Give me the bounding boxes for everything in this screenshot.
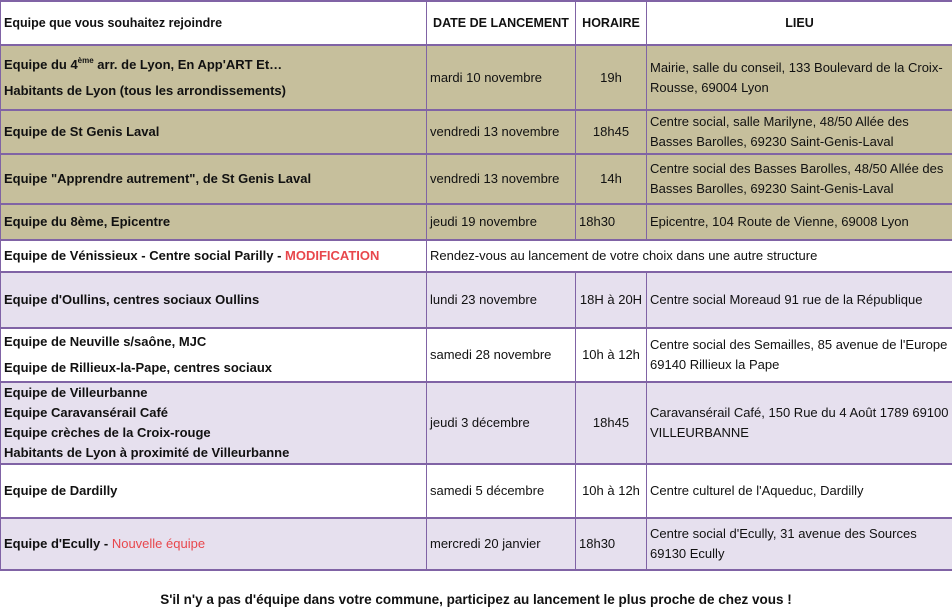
team-cell bbox=[1, 382, 427, 464]
team-name: Equipe d'Ecully - bbox=[4, 536, 112, 551]
time-cell: 10h à 12h bbox=[576, 328, 647, 382]
time-cell: 18h30 bbox=[576, 204, 647, 240]
time-cell: 18h30 bbox=[576, 518, 647, 570]
table-row bbox=[1, 110, 952, 154]
place-cell: Centre social Moreaud 91 rue de la République bbox=[647, 272, 952, 328]
table-header-row bbox=[1, 1, 952, 45]
date-cell: jeudi 19 novembre bbox=[427, 204, 576, 240]
team-cell bbox=[1, 518, 427, 570]
team-name: Equipe Caravansérail Café bbox=[4, 405, 169, 420]
date-cell: mercredi 20 janvier bbox=[427, 518, 576, 570]
date-cell: samedi 5 décembre bbox=[427, 464, 576, 518]
date-cell: vendredi 13 novembre bbox=[427, 110, 576, 154]
team-name: Equipe du 4ème arr. de Lyon, En App'ART Et… bbox=[4, 55, 283, 72]
team-name: Equipe crèches de la Croix-rouge bbox=[4, 425, 211, 440]
time-cell: 18h45 bbox=[576, 110, 647, 154]
place-cell: Caravansérail Café, 150 Rue du 4 Août 1789 69100 VILLEURBANNE bbox=[647, 382, 952, 464]
table-row bbox=[1, 154, 952, 204]
note-cell: Rendez-vous au lancement de votre choix dans une autre structure bbox=[427, 240, 952, 272]
team-name: Equipe de Rillieux-la-Pape, centres sociaux bbox=[4, 360, 273, 375]
footer-message: S'il n'y a pas d'équipe dans votre commune, participez au lancement le plus proche de chez vous ! bbox=[160, 592, 792, 607]
team-name: Habitants de Lyon (tous les arrondissements) bbox=[4, 82, 286, 98]
place-cell: Centre social, salle Marilyne, 48/50 Allée des Basses Barolles, 69230 Saint-Genis-Laval bbox=[647, 110, 952, 154]
table-row bbox=[1, 464, 952, 518]
place-cell: Centre culturel de l'Aqueduc, Dardilly bbox=[647, 464, 952, 518]
team-cell: Equipe de St Genis Laval bbox=[1, 110, 427, 154]
team-cell: Equipe du 8ème, Epicentre bbox=[1, 204, 427, 240]
place-cell: Mairie, salle du conseil, 133 Boulevard de la Croix-Rousse, 69004 Lyon bbox=[647, 45, 952, 110]
team-name: Equipe de Vénissieux - Centre social Parilly - bbox=[4, 248, 286, 263]
table-row bbox=[1, 204, 952, 240]
date-cell: mardi 10 novembre bbox=[427, 45, 576, 110]
team-cell bbox=[1, 240, 427, 272]
time-cell: 19h bbox=[576, 45, 647, 110]
ordinal-suffix: ème bbox=[77, 55, 94, 65]
place-cell: Centre social des Basses Barolles, 48/50 Allée des Basses Barolles, 69230 Saint-Genis-Laval bbox=[647, 154, 952, 204]
header-time: HORAIRE bbox=[576, 1, 647, 45]
team-cell: Equipe de Dardilly bbox=[1, 464, 427, 518]
header-date: DATE DE LANCEMENT bbox=[427, 1, 576, 45]
date-cell: lundi 23 novembre bbox=[427, 272, 576, 328]
table-row bbox=[1, 518, 952, 570]
team-cell: Equipe "Apprendre autrement", de St Genis Laval bbox=[1, 154, 427, 204]
table-row bbox=[1, 272, 952, 328]
team-cell: Equipe d'Oullins, centres sociaux Oullins bbox=[1, 272, 427, 328]
table-row bbox=[1, 328, 952, 382]
time-cell: 18H à 20H bbox=[576, 272, 647, 328]
date-cell: samedi 28 novembre bbox=[427, 328, 576, 382]
table-row bbox=[1, 382, 952, 464]
new-team-badge: Nouvelle équipe bbox=[111, 536, 206, 551]
table-row bbox=[1, 45, 952, 110]
place-cell: Epicentre, 104 Route de Vienne, 69008 Lyon bbox=[647, 204, 952, 240]
place-cell: Centre social d'Ecully, 31 avenue des Sources 69130 Ecully bbox=[647, 518, 952, 570]
modification-badge: MODIFICATION bbox=[285, 248, 380, 263]
team-cell bbox=[1, 45, 427, 110]
table-row bbox=[1, 240, 952, 272]
team-cell bbox=[1, 328, 427, 382]
header-team: Equipe que vous souhaitez rejoindre bbox=[1, 1, 427, 45]
date-cell: vendredi 13 novembre bbox=[427, 154, 576, 204]
team-name: Equipe de Neuville s/saône, MJC bbox=[4, 334, 207, 349]
time-cell: 18h45 bbox=[576, 382, 647, 464]
time-cell: 10h à 12h bbox=[576, 464, 647, 518]
team-name: Habitants de Lyon à proximité de Villeurbanne bbox=[4, 445, 290, 460]
time-cell: 14h bbox=[576, 154, 647, 204]
team-name: Equipe de Villeurbanne bbox=[4, 385, 148, 400]
date-cell: jeudi 3 décembre bbox=[427, 382, 576, 464]
header-place: LIEU bbox=[647, 1, 952, 45]
place-cell: Centre social des Semailles, 85 avenue de l'Europe 69140 Rillieux la Pape bbox=[647, 328, 952, 382]
